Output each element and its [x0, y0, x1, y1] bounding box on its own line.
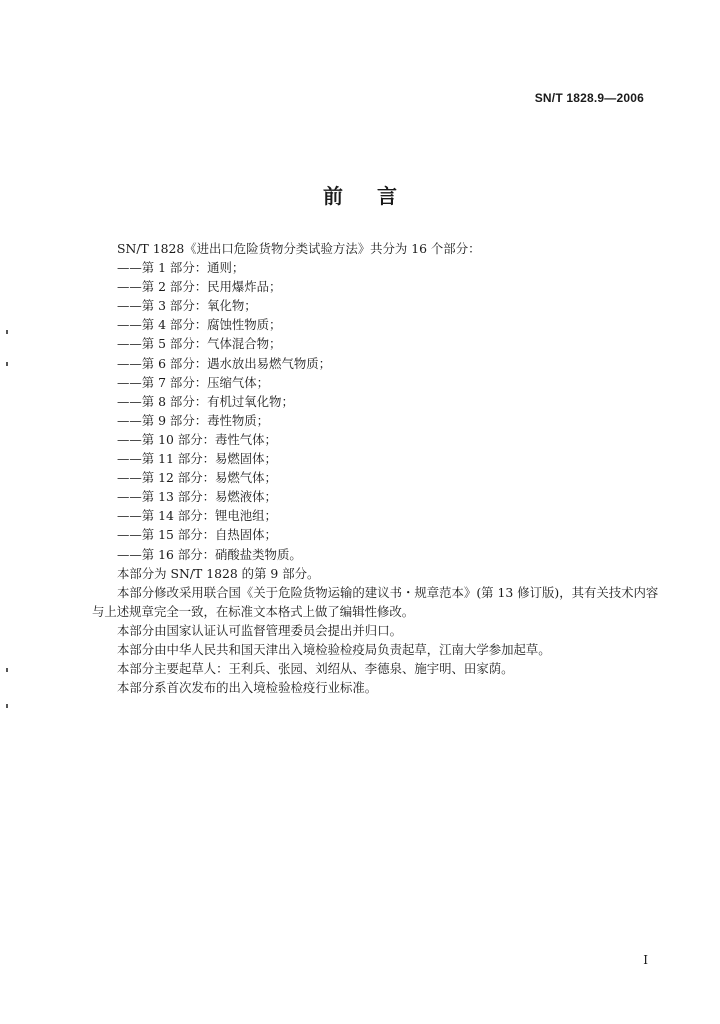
list-item-part-14: ——第 14 部分：锂电池组；: [117, 508, 277, 524]
list-item-part-15: ——第 15 部分：自热固体；: [117, 527, 277, 543]
scan-speck: [6, 704, 8, 708]
list-item-part-1: ——第 1 部分：通则；: [117, 260, 245, 276]
list-item-part-6: ——第 6 部分：遇水放出易燃气物质；: [117, 355, 332, 371]
page-title: 前言: [323, 184, 431, 208]
drafters-paragraph: 本部分主要起草人：王利兵、张园、刘绍从、李德泉、施宇明、田家荫。: [117, 661, 514, 677]
list-item-part-3: ——第 3 部分：氧化物；: [117, 298, 257, 314]
list-item-part-16: ——第 16 部分：硝酸盐类物质。: [117, 546, 302, 562]
list-item-part-11: ——第 11 部分：易燃固体；: [117, 451, 277, 467]
adoption-paragraph-line1: 本部分修改采用联合国《关于危险货物运输的建议书・规章范本》(第 13 修订版)，其有关技术内容: [117, 584, 659, 600]
list-item-part-2: ——第 2 部分：民用爆炸品；: [117, 279, 282, 295]
scan-speck: [6, 330, 8, 334]
foreword-body: [92, 239, 667, 697]
list-item-part-10: ——第 10 部分：毒性气体；: [117, 431, 277, 447]
list-item-part-8: ——第 8 部分：有机过氧化物；: [117, 393, 294, 409]
list-item-part-4: ——第 4 部分：腐蚀性物质；: [117, 317, 282, 333]
intro-paragraph: SN/T 1828《进出口危险货物分类试验方法》共分为 16 个部分：: [117, 241, 481, 256]
list-item-part-12: ——第 12 部分：易燃气体；: [117, 470, 277, 486]
standard-code: SN/T 1828.9—2006: [534, 91, 644, 105]
adoption-paragraph-line2: 与上述规章完全一致，在标准文本格式上做了编辑性修改。: [92, 603, 415, 619]
list-item-part-9: ——第 9 部分：毒性物质；: [117, 412, 270, 428]
part-statement-paragraph: 本部分为 SN/T 1828 的第 9 部分。: [117, 565, 320, 581]
list-item-part-5: ——第 5 部分：气体混合物；: [117, 336, 282, 352]
page-number: I: [643, 953, 648, 967]
parts-list: [92, 258, 667, 564]
scan-speck: [6, 668, 8, 672]
first-release-paragraph: 本部分系首次发布的出入境检验检疫行业标准。: [117, 680, 378, 696]
scan-speck: [6, 362, 8, 366]
list-item-part-7: ——第 7 部分：压缩气体；: [117, 374, 270, 390]
proposer-paragraph: 本部分由国家认证认可监督管理委员会提出并归口。: [117, 622, 402, 638]
list-item-part-13: ——第 13 部分：易燃液体；: [117, 489, 277, 505]
drafting-org-paragraph: 本部分由中华人民共和国天津出入境检验检疫局负责起草，江南大学参加起草。: [117, 641, 551, 657]
